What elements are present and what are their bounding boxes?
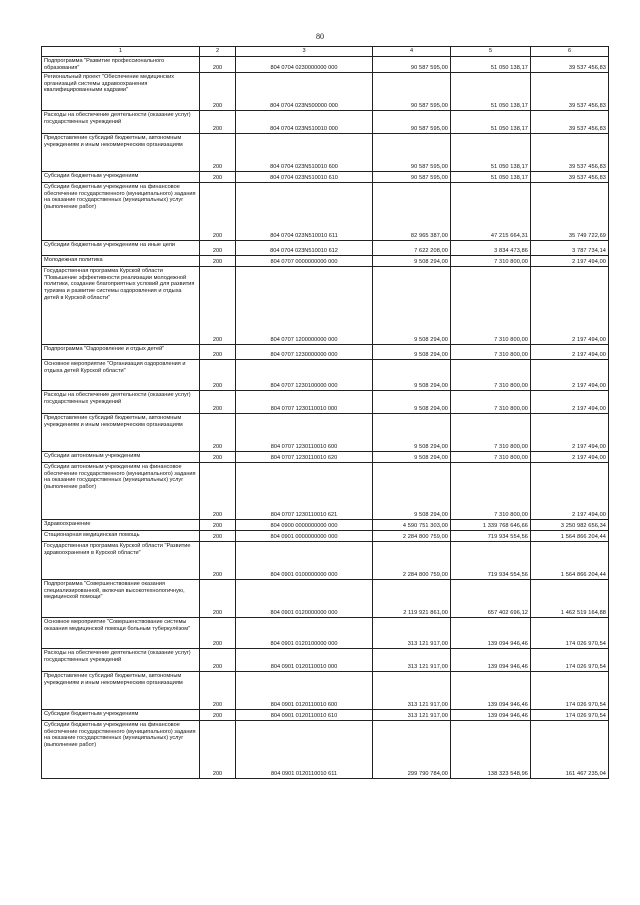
row-value-col5: 7 310 800,00 <box>451 345 531 360</box>
row-value-col5: 139 094 946,46 <box>451 649 531 672</box>
row-value-col5: 7 310 800,00 <box>451 452 531 463</box>
row-value-col4: 313 121 917,00 <box>373 672 451 710</box>
row-kbk-cell: 804 0707 1230100000 000 <box>236 360 373 391</box>
row-value-col6: 39 537 456,83 <box>531 111 609 134</box>
row-value-col4: 9 508 294,00 <box>373 267 451 345</box>
table-row <box>42 649 609 672</box>
column-header: 2 <box>200 47 236 57</box>
row-value-col4: 9 508 294,00 <box>373 360 451 391</box>
row-code-cell: 200 <box>200 267 236 345</box>
row-name-cell: Расходы на обеспечение деятельности (оказание услуг) государственных учреждений <box>42 111 200 134</box>
row-name-cell: Субсидии бюджетным учреждениям <box>42 172 200 183</box>
row-value-col4: 9 508 294,00 <box>373 345 451 360</box>
row-name-cell: Предоставление субсидий бюджетным, автономным учреждениям и иным некоммерческим организациям <box>42 414 200 452</box>
row-value-col5: 719 934 554,56 <box>451 542 531 580</box>
table-row <box>42 267 609 345</box>
table-row <box>42 134 609 172</box>
row-code-cell: 200 <box>200 710 236 721</box>
row-value-col4: 9 508 294,00 <box>373 452 451 463</box>
row-value-col5: 139 094 946,46 <box>451 672 531 710</box>
row-value-col6: 39 537 456,83 <box>531 73 609 111</box>
row-name-cell: Стационарная медицинская помощь <box>42 531 200 542</box>
row-code-cell: 200 <box>200 721 236 779</box>
row-value-col5: 7 310 800,00 <box>451 256 531 267</box>
row-value-col4: 9 508 294,00 <box>373 256 451 267</box>
row-value-col6: 2 197 494,00 <box>531 267 609 345</box>
row-value-col5: 139 094 946,46 <box>451 710 531 721</box>
row-name-cell: Субсидии автономным учреждениям <box>42 452 200 463</box>
row-name-cell: Подпрограмма "Оздоровление и отдых детей" <box>42 345 200 360</box>
table-row <box>42 360 609 391</box>
table-row <box>42 531 609 542</box>
table-row <box>42 721 609 779</box>
row-name-cell: Субсидии бюджетным учреждениям <box>42 710 200 721</box>
row-value-col6: 39 537 456,83 <box>531 57 609 73</box>
row-value-col5: 3 834 473,86 <box>451 241 531 256</box>
row-name-cell: Региональный проект "Обеспечение медицинских организаций системы здравоохранения квалифицированными кадрами" <box>42 73 200 111</box>
row-name-cell: Предоставление субсидий бюджетным, автономным учреждениям и иным некоммерческим организациям <box>42 134 200 172</box>
table-row <box>42 414 609 452</box>
row-code-cell: 200 <box>200 134 236 172</box>
table-body <box>42 57 609 779</box>
row-value-col4: 2 119 921 861,00 <box>373 580 451 618</box>
row-value-col5: 47 215 664,31 <box>451 183 531 241</box>
row-value-col4: 4 590 751 303,00 <box>373 520 451 531</box>
row-kbk-cell: 804 0704 023N510010 610 <box>236 172 373 183</box>
row-code-cell: 200 <box>200 463 236 520</box>
column-header: 3 <box>236 47 373 57</box>
row-name-cell: Подпрограмма "Развитие профессионального образования" <box>42 57 200 73</box>
row-kbk-cell: 804 0704 023N510010 000 <box>236 111 373 134</box>
table-row <box>42 57 609 73</box>
row-value-col4: 313 121 917,00 <box>373 649 451 672</box>
row-name-cell: Здравоохранение <box>42 520 200 531</box>
row-kbk-cell: 804 0901 0100000000 000 <box>236 542 373 580</box>
row-kbk-cell: 804 0707 0000000000 000 <box>236 256 373 267</box>
row-value-col5: 51 050 138,17 <box>451 111 531 134</box>
row-value-col6: 2 197 494,00 <box>531 452 609 463</box>
row-code-cell: 200 <box>200 172 236 183</box>
row-value-col5: 138 323 548,96 <box>451 721 531 779</box>
table-row <box>42 710 609 721</box>
row-value-col4: 90 587 595,00 <box>373 172 451 183</box>
row-name-cell: Субсидии автономным учреждениям на финансовое обеспечение государственного (муниципального) задания на оказание государственных (муниципальных) услуг (выполнение работ) <box>42 463 200 520</box>
column-header: 5 <box>451 47 531 57</box>
column-header: 4 <box>373 47 451 57</box>
row-value-col6: 2 197 494,00 <box>531 345 609 360</box>
column-header: 1 <box>42 47 200 57</box>
row-code-cell: 200 <box>200 542 236 580</box>
row-kbk-cell: 804 0901 0120110010 610 <box>236 710 373 721</box>
row-kbk-cell: 804 0707 1230110010 620 <box>236 452 373 463</box>
row-value-col6: 3 787 734,14 <box>531 241 609 256</box>
row-code-cell: 200 <box>200 345 236 360</box>
row-code-cell: 200 <box>200 580 236 618</box>
row-value-col5: 1 339 768 646,66 <box>451 520 531 531</box>
row-value-col6: 3 250 982 656,34 <box>531 520 609 531</box>
table-row <box>42 111 609 134</box>
table-row <box>42 73 609 111</box>
table-row <box>42 256 609 267</box>
row-kbk-cell: 804 0704 023N510010 611 <box>236 183 373 241</box>
row-code-cell: 200 <box>200 360 236 391</box>
row-name-cell: Субсидии бюджетным учреждениям на финансовое обеспечение государственного (муниципального) задания на оказание государственных (муниципальных) услуг (выполнение работ) <box>42 721 200 779</box>
row-value-col6: 174 026 970,54 <box>531 618 609 649</box>
page-number: 80 <box>316 32 324 41</box>
row-value-col6: 1 564 866 204,44 <box>531 531 609 542</box>
row-value-col5: 139 094 946,46 <box>451 618 531 649</box>
table-row <box>42 241 609 256</box>
row-value-col4: 2 284 800 759,00 <box>373 531 451 542</box>
row-code-cell: 200 <box>200 531 236 542</box>
row-value-col5: 657 402 696,12 <box>451 580 531 618</box>
row-value-col5: 7 310 800,00 <box>451 414 531 452</box>
table-row <box>42 183 609 241</box>
row-code-cell: 200 <box>200 452 236 463</box>
row-value-col6: 2 197 494,00 <box>531 414 609 452</box>
row-kbk-cell: 804 0707 1230110010 000 <box>236 391 373 414</box>
row-code-cell: 200 <box>200 391 236 414</box>
row-value-col4: 90 587 595,00 <box>373 134 451 172</box>
row-code-cell: 200 <box>200 183 236 241</box>
column-header: 6 <box>531 47 609 57</box>
row-code-cell: 200 <box>200 520 236 531</box>
header-row <box>42 47 609 57</box>
table-row <box>42 580 609 618</box>
table-row <box>42 672 609 710</box>
row-value-col6: 174 026 970,54 <box>531 672 609 710</box>
row-kbk-cell: 804 0900 0000000000 000 <box>236 520 373 531</box>
row-value-col4: 9 508 294,00 <box>373 414 451 452</box>
row-value-col6: 2 197 494,00 <box>531 391 609 414</box>
row-value-col5: 719 934 554,56 <box>451 531 531 542</box>
row-kbk-cell: 804 0707 1200000000 000 <box>236 267 373 345</box>
table-row <box>42 172 609 183</box>
row-value-col6: 2 197 494,00 <box>531 256 609 267</box>
row-value-col5: 7 310 800,00 <box>451 267 531 345</box>
row-kbk-cell: 804 0704 0230000000 000 <box>236 57 373 73</box>
row-value-col4: 2 284 800 759,00 <box>373 542 451 580</box>
row-value-col4: 90 587 595,00 <box>373 111 451 134</box>
row-value-col6: 161 467 235,04 <box>531 721 609 779</box>
row-kbk-cell: 804 0704 023N510010 612 <box>236 241 373 256</box>
row-value-col4: 299 790 784,00 <box>373 721 451 779</box>
row-value-col4: 313 121 917,00 <box>373 710 451 721</box>
row-name-cell: Государственная программа Курской области "Развитие здравоохранения в Курской области" <box>42 542 200 580</box>
row-value-col4: 9 508 294,00 <box>373 463 451 520</box>
row-value-col4: 82 965 387,00 <box>373 183 451 241</box>
row-value-col6: 1 564 866 204,44 <box>531 542 609 580</box>
row-name-cell: Молодежная политика <box>42 256 200 267</box>
row-name-cell: Основное мероприятие "Организация оздоровления и отдыха детей Курской области" <box>42 360 200 391</box>
row-kbk-cell: 804 0901 0120110010 611 <box>236 721 373 779</box>
budget-table <box>41 46 609 779</box>
row-value-col6: 39 537 456,83 <box>531 134 609 172</box>
row-kbk-cell: 804 0707 1230110010 600 <box>236 414 373 452</box>
row-code-cell: 200 <box>200 672 236 710</box>
row-value-col5: 51 050 138,17 <box>451 73 531 111</box>
row-value-col6: 174 026 970,54 <box>531 649 609 672</box>
row-code-cell: 200 <box>200 618 236 649</box>
row-kbk-cell: 804 0704 023N510010 600 <box>236 134 373 172</box>
row-code-cell: 200 <box>200 73 236 111</box>
row-kbk-cell: 804 0704 023N500000 000 <box>236 73 373 111</box>
row-code-cell: 200 <box>200 57 236 73</box>
row-kbk-cell: 804 0901 0000000000 000 <box>236 531 373 542</box>
row-name-cell: Государственная программа Курской области "Повышение эффективности реализации молодежной политики, создание благоприятных условий для развития туризма и развитие системы оздоровления и отдыха детей в Курской области" <box>42 267 200 345</box>
row-code-cell: 200 <box>200 414 236 452</box>
row-code-cell: 200 <box>200 649 236 672</box>
row-code-cell: 200 <box>200 241 236 256</box>
row-value-col6: 2 197 494,00 <box>531 463 609 520</box>
row-value-col5: 7 310 800,00 <box>451 463 531 520</box>
row-kbk-cell: 804 0901 0120000000 000 <box>236 580 373 618</box>
row-kbk-cell: 804 0901 0120110010 600 <box>236 672 373 710</box>
row-value-col4: 7 622 208,00 <box>373 241 451 256</box>
row-value-col4: 9 508 294,00 <box>373 391 451 414</box>
table-row <box>42 452 609 463</box>
row-kbk-cell: 804 0707 1230000000 000 <box>236 345 373 360</box>
table-row <box>42 542 609 580</box>
row-value-col6: 1 462 519 164,88 <box>531 580 609 618</box>
row-name-cell: Предоставление субсидий бюджетным, автономным учреждениям и иным некоммерческим организациям <box>42 672 200 710</box>
row-name-cell: Основное мероприятие "Совершенствование системы оказания медицинской помощи больным туберкулёзом" <box>42 618 200 649</box>
table-row <box>42 618 609 649</box>
row-value-col5: 7 310 800,00 <box>451 360 531 391</box>
row-value-col5: 7 310 800,00 <box>451 391 531 414</box>
table-row <box>42 345 609 360</box>
row-code-cell: 200 <box>200 256 236 267</box>
row-kbk-cell: 804 0707 1230110010 621 <box>236 463 373 520</box>
row-name-cell: Расходы на обеспечение деятельности (оказание услуг) государственных учреждений <box>42 649 200 672</box>
row-name-cell: Субсидии бюджетным учреждениям на финансовое обеспечение государственного (муниципального) задания на оказание государственных (муниципальных) услуг (выполнение работ) <box>42 183 200 241</box>
row-code-cell: 200 <box>200 111 236 134</box>
row-value-col5: 51 050 138,17 <box>451 172 531 183</box>
table-row <box>42 463 609 520</box>
row-kbk-cell: 804 0901 0120100000 000 <box>236 618 373 649</box>
row-value-col6: 39 537 456,83 <box>531 172 609 183</box>
row-name-cell: Подпрограмма "Совершенствование оказания специализированной, включая высокотехнологичную, медицинской помощи" <box>42 580 200 618</box>
row-value-col4: 90 587 595,00 <box>373 57 451 73</box>
row-value-col4: 313 121 917,00 <box>373 618 451 649</box>
table-row <box>42 520 609 531</box>
table-row <box>42 391 609 414</box>
row-value-col6: 35 749 722,69 <box>531 183 609 241</box>
row-name-cell: Расходы на обеспечение деятельности (оказание услуг) государственных учреждений <box>42 391 200 414</box>
row-value-col5: 51 050 138,17 <box>451 57 531 73</box>
row-value-col4: 90 587 595,00 <box>373 73 451 111</box>
row-value-col6: 2 197 494,00 <box>531 360 609 391</box>
row-value-col6: 174 026 970,54 <box>531 710 609 721</box>
row-name-cell: Субсидии бюджетным учреждениям на иные цели <box>42 241 200 256</box>
row-value-col5: 51 050 138,17 <box>451 134 531 172</box>
row-kbk-cell: 804 0901 0120110010 000 <box>236 649 373 672</box>
